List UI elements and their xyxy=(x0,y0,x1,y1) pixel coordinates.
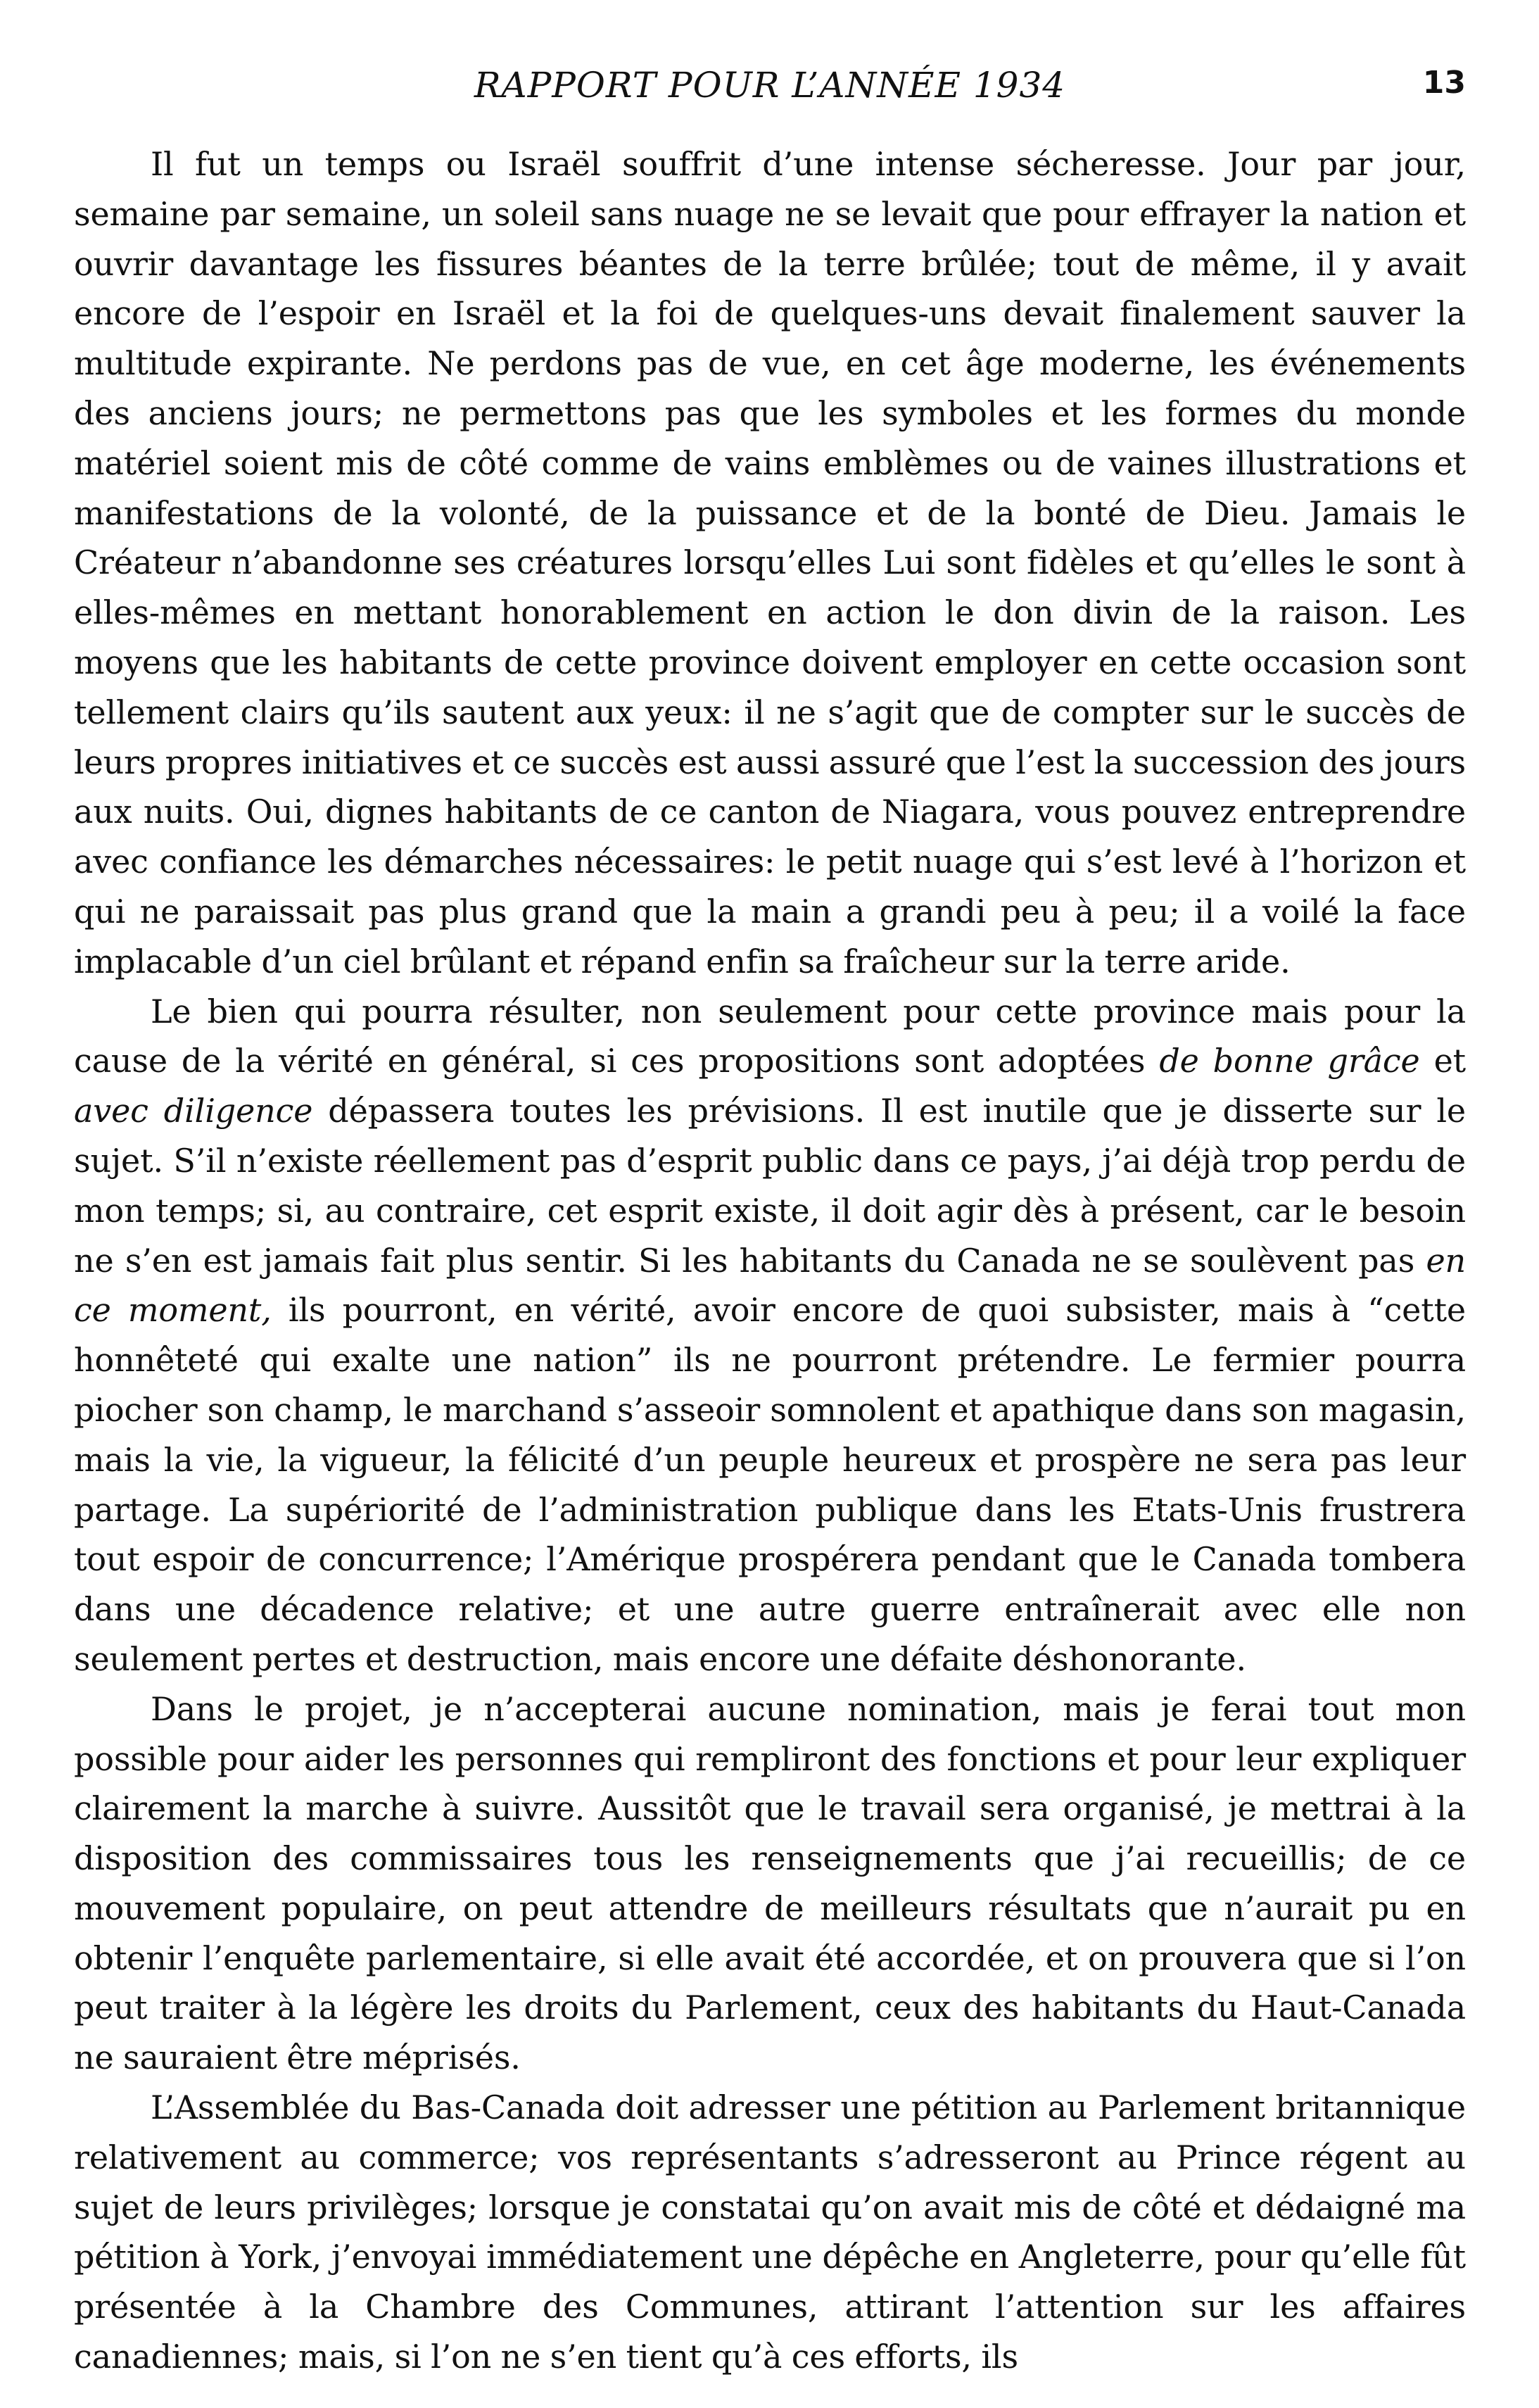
text-run: ils pourront, en vérité, avoir encore de quoi subsister, mais à “cette honnêteté qui exalte une nation” ils ne pourront prétendre. Le fermier pourra piocher son champ, le marchand s’asseoir somnolent et apathique dans son magasin, mais la vie, la vigueur, la félicité d’un peuple heureux et prospère ne sera pas leur partage. La supériorité de l’administration publique dans les Etats-Unis frustrera tout espoir de concurrence; l’Amérique prospérera pendant que le Canada tombera dans une décadence relative; et une autre guerre entraînerait avec elle non seulement pertes et destruction, mais encore une défaite déshonorante. xyxy=(74,1291,1467,1678)
paragraph-3 xyxy=(74,1684,1466,2083)
paragraph-2 xyxy=(74,987,1466,1684)
text-run: L’Assemblée du Bas-Canada doit adresser une pétition au Parlement britannique relativement au commerce; vos représentants s’adresseront au Prince régent au sujet de leurs privilèges; lorsque je constatai qu’on avait mis de côté et dédaigné ma pétition à York, j’envoyai immédiatement une dépêche en Angleterre, pour qu’elle fût présentée à la Chambre des Communes, attirant l’attention sur les affaires canadiennes; mais, si l’on ne s’en tient qu’à ces efforts, ils xyxy=(74,2088,1466,2376)
text-run: et xyxy=(1419,1042,1467,1080)
paragraph-4 xyxy=(74,2083,1466,2382)
paragraph-1 xyxy=(74,139,1466,987)
text-run: Dans le projet, je n’accepterai aucune nomination, mais je ferai tout mon possible pour aider les personnes qui rempliront des fonctions et pour leur expliquer clairement la marche à suivre. Aussitôt que le travail sera organisé, je mettrai à la disposition des commissaires tous les renseignements que j’ai recueillis; de ce mouvement populaire, on peut attendre de meilleurs résultats que n’aurait pu en obtenir l’enquête parlementaire, si elle avait été accordée, et on prouvera que si l’on peut traiter à la légère les droits du Parlement, ceux des habitants du Haut-Canada ne sauraient être méprisés. xyxy=(74,1689,1466,2077)
text-run: Il fut un temps ou Israël souffrit d’une intense sécheresse. Jour par jour, semaine par semaine, un soleil sans nuage ne se levait que pour effrayer la nation et ouvrir davantage les fissures béantes de la terre brûlée; tout de même, il y avait encore de l’espoir en Israël et la foi de quelques-uns devait finalement sauver la multitude expirante. Ne perdons pas de vue, en cet âge moderne, les événements des anciens jours; ne permettons pas que les symboles et les formes du monde matériel soient mis de côté comme de vains emblèmes ou de vaines illustrations et manifestations de la volonté, de la puissance et de la bonté de Dieu. Jamais le Créateur n’abandonne ses créatures lorsqu’elles Lui sont fidèles et qu’elles le sont à elles-mêmes en mettant honorablement en action le don divin de la raison. Les moyens que les habitants de cette province doivent employer en cette occasion sont tellement clairs qu’ils sautent aux yeux: il ne s’agit que de compter sur le succès de leurs propres initiatives et ce succès est aussi assuré que l’est la succession des jours aux nuits. Oui, dignes habitants de ce canton de Niagara, vous pouvez entreprendre avec confiance les démarches nécessaires: le petit nuage qui s’est levé à l’horizon et qui ne paraissait pas plus grand que la main a grandi peu à peu; il a voilé la face implacable d’un ciel brûlant et répand enfin sa fraîcheur sur la terre aride. xyxy=(74,145,1466,981)
italic-phrase: de bonne grâce xyxy=(1159,1042,1420,1080)
italic-phrase: avec diligence xyxy=(74,1092,313,1130)
text-run: dépassera toutes les prévisions. Il est inutile que je disserte sur le sujet. S’il n’existe réellement pas d’esprit public dans ce pays, j’ai déjà trop perdu de mon temps; si, au contraire, cet esprit existe, il doit agir dès à présent, car le besoin ne s’en est jamais fait plus sentir. Si les habitants du Canada ne se soulèvent pas xyxy=(74,1092,1466,1280)
page-number: 13 xyxy=(1422,65,1466,101)
body-text xyxy=(74,139,1466,2382)
running-head-title: RAPPORT POUR L’ANNÉE 1934 xyxy=(474,65,1066,106)
running-header xyxy=(74,65,1466,114)
text-run: Le bien qui pourra résulter, non seulement pour cette province mais pour la cause de la vérité en général, si ces propositions sont adoptées xyxy=(74,992,1466,1080)
italic-phrase: en ce moment, xyxy=(74,1241,1466,1330)
